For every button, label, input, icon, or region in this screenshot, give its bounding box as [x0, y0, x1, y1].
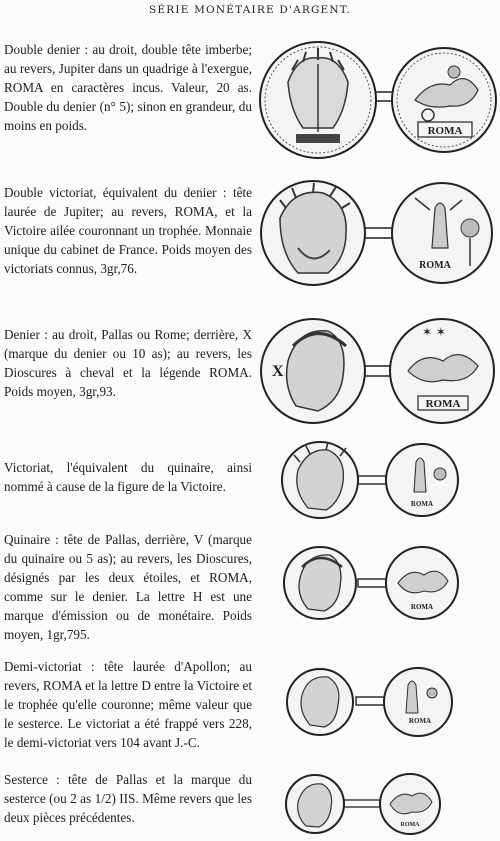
- coin-reverse: [386, 547, 458, 619]
- coin-reverse: [380, 774, 440, 834]
- coin-legend: ROMA: [419, 260, 451, 271]
- coin-legend: ROMA: [410, 603, 434, 611]
- coin-pair-quinaire: [280, 543, 480, 623]
- coin-reverse: [392, 48, 496, 152]
- coin-reverse: [386, 444, 458, 516]
- entry-text: Quinaire : tête de Pallas, derrière, V (marque du quinaire ou 5 as); au revers, les Dioscures, désignés par les deux étoiles, et ROMA, comme sur le denier. La lettre H est une marque d'émission ou de monétaire. Poids moyen, 1gr,795.: [4, 532, 252, 642]
- entry-text: Demi-victoriat : tête laurée d'Apollon; au revers, ROMA et la lettre D entre la Victoire et le trophée qu'elle couronne; même valeur que le sesterce. Le victoriat a été frappé vers 228, le demi-victoriat vers 104 avant J.-C.: [4, 659, 252, 750]
- entry-double-denier: [4, 40, 252, 135]
- coin-pair-victoriat: [278, 440, 478, 520]
- entry-victoriat: [4, 458, 252, 496]
- coin-obverse: [287, 669, 353, 735]
- coin-pair-sesterce: [284, 772, 464, 836]
- coin-reverse: [384, 668, 452, 736]
- entry-text: Denier : au droit, Pallas ou Rome; derrière, X (marque du denier ou 10 as); au revers, les Dioscures à cheval et la légende ROMA. Poids moyen, 3gr,93.: [4, 327, 252, 399]
- entry-text: Sesterce : tête de Pallas et la marque du sesterce (ou 2 as 1/2) IIS. Même revers que les deux pièces précédentes.: [4, 772, 252, 825]
- entry-text: Victoriat, l'équivalent du quinaire, ainsi nommé à cause de la figure de la Victoire.: [4, 460, 252, 494]
- coin-legend: ROMA: [410, 500, 434, 508]
- coin-obverse: [284, 547, 356, 619]
- entry-sesterce: [4, 770, 252, 827]
- entry-demi-victoriat: [4, 657, 252, 752]
- svg-text:✶ ✶: ✶ ✶: [422, 325, 446, 339]
- coin-obverse: [261, 319, 365, 423]
- entry-text: Double victoriat, équivalent du denier : tête laurée de Jupiter; au revers, ROMA, et la Victoire ailée couronnant un trophée. Monnaie unique du cabinet de France. Poids moyen des victoriats connus, 3gr,76.: [4, 185, 252, 276]
- coin-obverse: [260, 42, 376, 158]
- obverse-mark: X: [272, 363, 284, 380]
- coin-pair-demi-victoriat: [284, 665, 474, 739]
- coin-legend: ROMA: [408, 717, 432, 725]
- coin-pair-double-denier: [258, 40, 498, 160]
- coin-pair-double-victoriat: [258, 178, 498, 288]
- entry-double-victoriat: [4, 183, 252, 278]
- page-header: SÉRIE MONÉTAIRE D'ARGENT.: [148, 4, 352, 16]
- coin-legend: ROMA: [400, 822, 420, 828]
- coin-legend: ROMA: [425, 398, 461, 410]
- entry-quinaire: [4, 530, 252, 644]
- coin-obverse: [261, 181, 365, 285]
- entry-text: Double denier : au droit, double tête imberbe; au revers, Jupiter dans un quadrige à l'exergue, ROMA en caractères incus. Valeur, 20 as. Double du denier (n° 5); sinon en grandeur, du moins en poids.: [4, 42, 252, 133]
- coin-obverse: [286, 775, 344, 833]
- entry-denier: [4, 325, 252, 401]
- coin-reverse: [390, 319, 494, 423]
- coin-pair-denier: [258, 316, 498, 426]
- coin-legend: ROMA: [427, 125, 463, 137]
- coin-obverse: [282, 442, 358, 518]
- coin-reverse: [392, 183, 492, 283]
